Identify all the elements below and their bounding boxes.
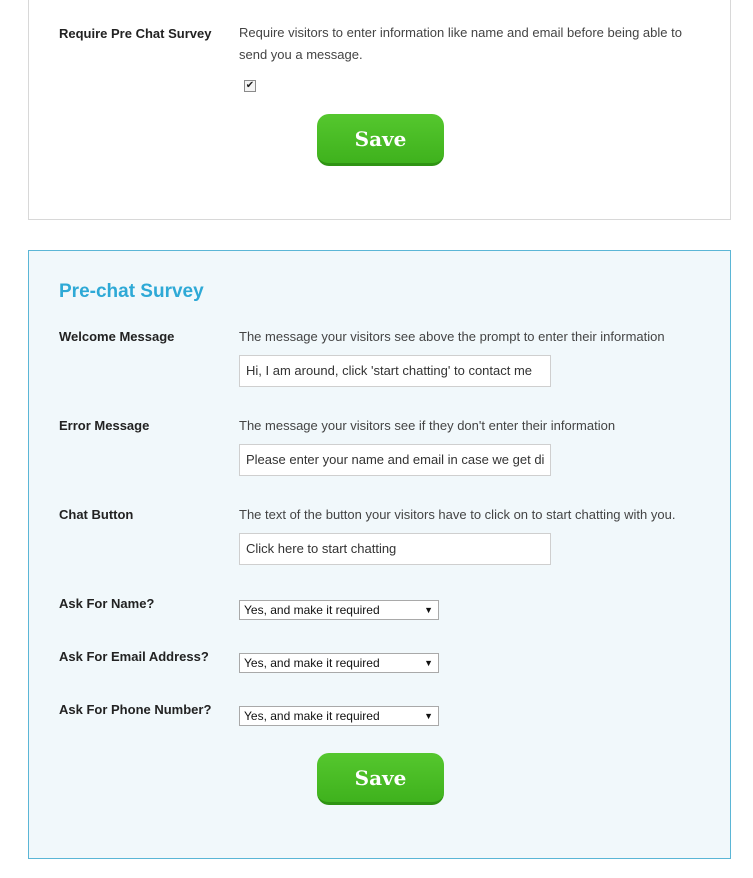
ask-name-selected: Yes, and make it required bbox=[244, 603, 380, 617]
ask-phone-selected: Yes, and make it required bbox=[244, 709, 380, 723]
require-survey-label: Require Pre Chat Survey bbox=[59, 26, 212, 41]
chat-button-label: Chat Button bbox=[59, 507, 134, 522]
check-icon: ✔ bbox=[245, 80, 255, 91]
save-button-survey[interactable]: Save bbox=[317, 753, 444, 805]
triangle-down-icon: ▼ bbox=[424, 658, 433, 668]
error-message-label: Error Message bbox=[59, 418, 150, 433]
ask-email-select[interactable] bbox=[239, 653, 439, 673]
chat-button-description: The text of the button your visitors have to click on to start chatting with you. bbox=[239, 507, 676, 522]
ask-phone-label: Ask For Phone Number? bbox=[59, 702, 212, 717]
error-message-description: The message your visitors see if they don't enter their information bbox=[239, 418, 616, 433]
ask-email-selected: Yes, and make it required bbox=[244, 656, 380, 670]
error-message-input[interactable]: Please enter your name and email in case we get di bbox=[239, 444, 551, 476]
triangle-down-icon: ▼ bbox=[424, 711, 433, 721]
pre-chat-survey-panel bbox=[28, 250, 731, 859]
ask-name-select[interactable] bbox=[239, 600, 439, 620]
chat-button-input[interactable]: Click here to start chatting bbox=[239, 533, 551, 565]
require-survey-description: Require visitors to enter information like name and email before being able to send you a message. bbox=[239, 25, 682, 62]
ask-name-label: Ask For Name? bbox=[59, 596, 155, 611]
welcome-message-input[interactable]: Hi, I am around, click 'start chatting' to contact me bbox=[239, 355, 551, 387]
require-survey-checkbox[interactable] bbox=[244, 80, 256, 92]
require-survey-panel bbox=[28, 0, 731, 220]
save-button-top[interactable]: Save bbox=[317, 114, 444, 166]
section-title: Pre-chat Survey bbox=[59, 281, 204, 302]
triangle-down-icon: ▼ bbox=[424, 605, 433, 615]
ask-phone-select[interactable] bbox=[239, 706, 439, 726]
ask-email-label: Ask For Email Address? bbox=[59, 649, 209, 664]
welcome-message-label: Welcome Message bbox=[59, 329, 175, 344]
welcome-message-description: The message your visitors see above the prompt to enter their information bbox=[239, 329, 665, 344]
